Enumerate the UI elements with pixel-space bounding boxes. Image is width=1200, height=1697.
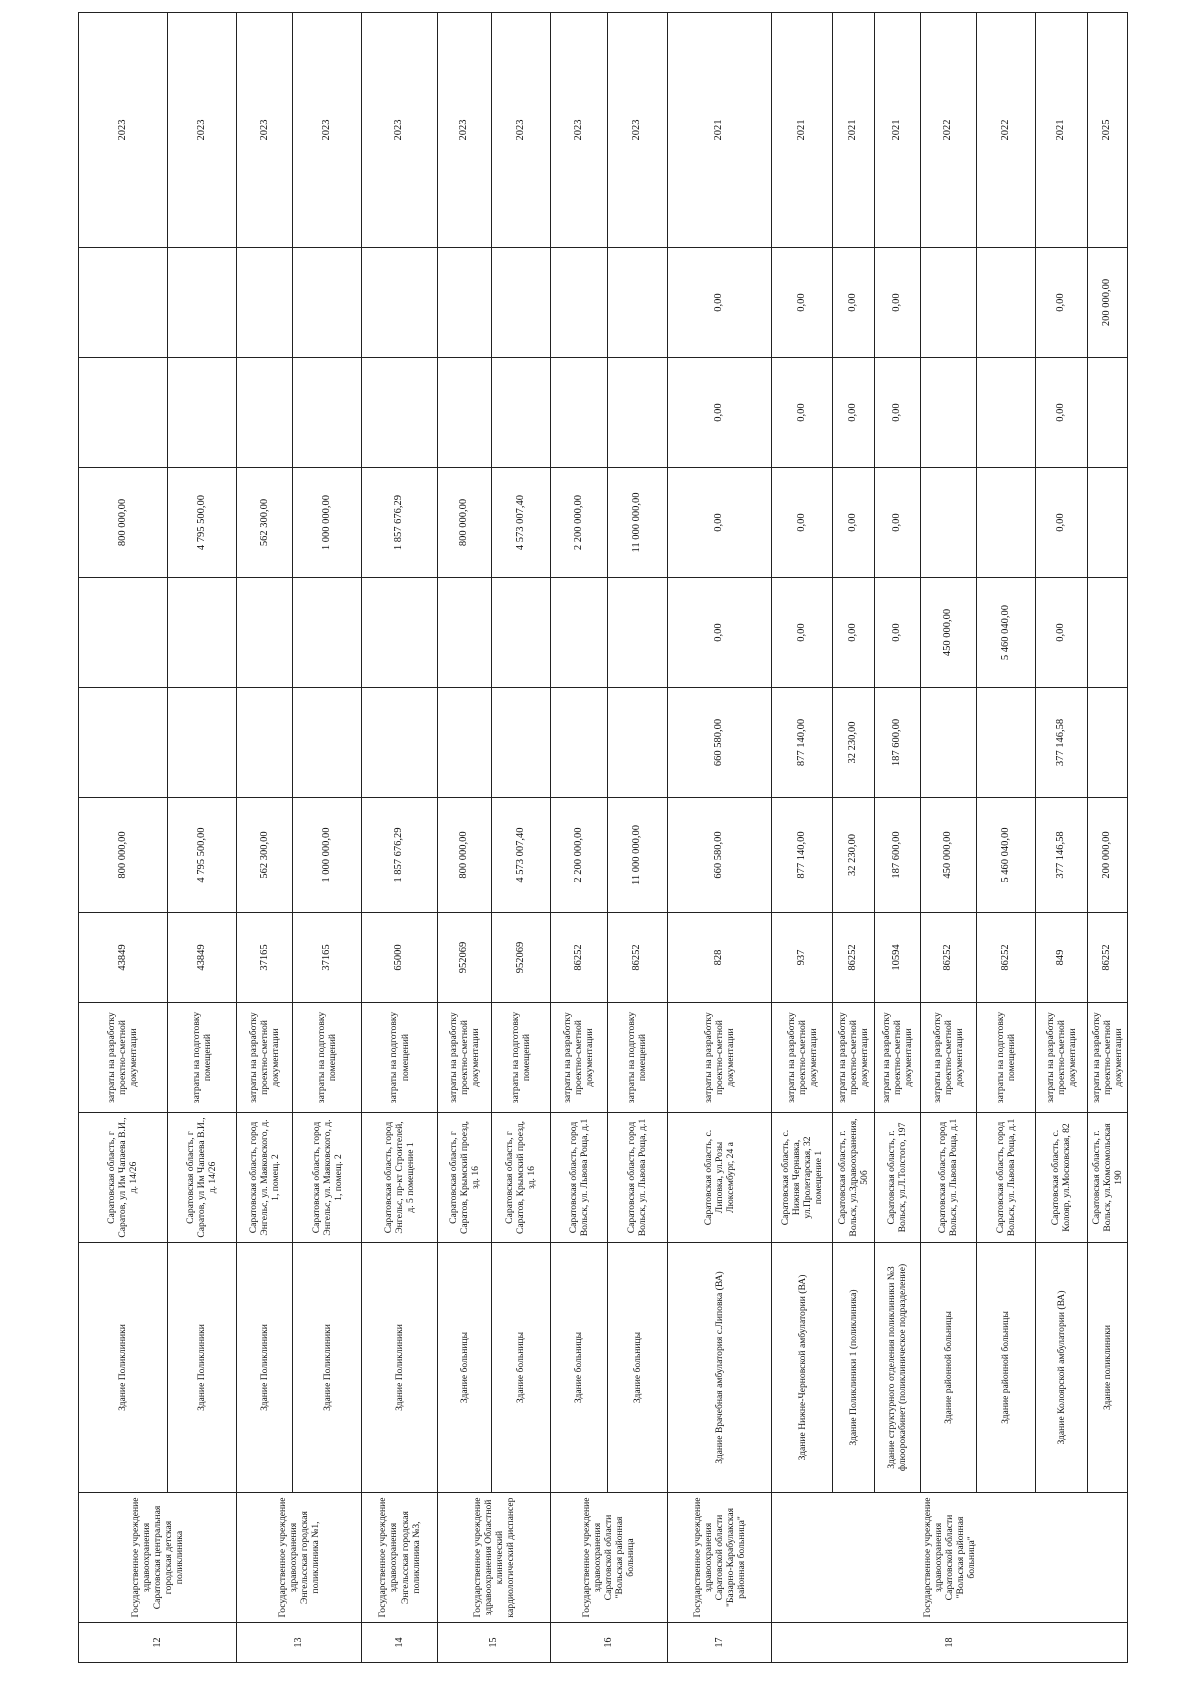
amount-cell-2: 0,00 bbox=[832, 578, 874, 688]
amount-cell-5 bbox=[550, 248, 608, 358]
amount-cell-5 bbox=[362, 248, 437, 358]
amount-cell-5 bbox=[167, 248, 236, 358]
amount-cell-4 bbox=[550, 358, 608, 468]
cost-type-cell: затраты на разработку проектно-сметной документации bbox=[832, 1003, 874, 1113]
rotated-table-wrapper bbox=[78, 13, 1128, 1663]
object-cell: Здание поликлиники bbox=[1088, 1243, 1128, 1493]
total-cell: 32 230,00 bbox=[832, 798, 874, 913]
table-row bbox=[550, 13, 608, 1663]
table-row bbox=[874, 13, 920, 1663]
total-cell: 800 000,00 bbox=[437, 798, 491, 913]
table-row bbox=[79, 13, 168, 1663]
code-cell: 937 bbox=[772, 913, 833, 1003]
total-cell: 877 140,00 bbox=[772, 798, 833, 913]
cost-type-cell: затраты на разработку проектно-сметной документации bbox=[79, 1003, 168, 1113]
amount-cell-2: 5 460 040,00 bbox=[977, 578, 1036, 688]
amount-cell-3: 0,00 bbox=[832, 468, 874, 578]
year-cell: 2023 bbox=[79, 13, 168, 248]
table-row bbox=[167, 13, 236, 1663]
amount-cell-3: 4 573 007,40 bbox=[492, 468, 551, 578]
object-cell: Здание больницы bbox=[550, 1243, 608, 1493]
amount-cell-4: 0,00 bbox=[874, 358, 920, 468]
amount-cell-1: 877 140,00 bbox=[772, 688, 833, 798]
amount-cell-5: 0,00 bbox=[772, 248, 833, 358]
address-cell: Саратовская область, город Вольск, ул. Львова Роща, д.1 bbox=[920, 1113, 976, 1243]
year-cell: 2021 bbox=[667, 13, 772, 248]
address-cell: Саратовская область, город Вольск, ул. Львова Роща, д.1 bbox=[550, 1113, 608, 1243]
year-cell: 2023 bbox=[293, 13, 362, 248]
amount-cell-2: 0,00 bbox=[667, 578, 772, 688]
row-number: 17 bbox=[667, 1623, 772, 1663]
cost-type-cell: затраты на разработку проектно-сметной документации bbox=[874, 1003, 920, 1113]
code-cell: 86252 bbox=[608, 913, 668, 1003]
amount-cell-3: 0,00 bbox=[772, 468, 833, 578]
address-cell: Саратовская область, г. Вольск, ул.Л.Толстого, 197 bbox=[874, 1113, 920, 1243]
code-cell: 43849 bbox=[167, 913, 236, 1003]
amount-cell-4 bbox=[79, 358, 168, 468]
amount-cell-1 bbox=[167, 688, 236, 798]
object-cell: Здание больницы bbox=[608, 1243, 668, 1493]
amount-cell-4 bbox=[236, 358, 292, 468]
row-number: 15 bbox=[437, 1623, 550, 1663]
row-number: 13 bbox=[236, 1623, 361, 1663]
code-cell: 828 bbox=[667, 913, 772, 1003]
code-cell: 43849 bbox=[79, 913, 168, 1003]
object-cell: Здание Поликлиники 1 (поликлиника) bbox=[832, 1243, 874, 1493]
cost-type-cell: затраты на разработку проектно-сметной документации bbox=[772, 1003, 833, 1113]
total-cell: 1 857 676,29 bbox=[362, 798, 437, 913]
object-cell: Здание Поликлиники bbox=[167, 1243, 236, 1493]
cost-type-cell: затраты на подготовку помещений bbox=[167, 1003, 236, 1113]
total-cell: 800 000,00 bbox=[79, 798, 168, 913]
amount-cell-5: 0,00 bbox=[1035, 248, 1087, 358]
amount-cell-1: 187 600,00 bbox=[874, 688, 920, 798]
address-cell: Саратовская область, г Саратов, ул Им Чапаева В.И., д. 14/26 bbox=[167, 1113, 236, 1243]
amount-cell-4 bbox=[977, 358, 1036, 468]
amount-cell-3: 1 000 000,00 bbox=[293, 468, 362, 578]
address-cell: Саратовская область, город Энгельс, пр-кт Строителей, д. 5 помещение 1 bbox=[362, 1113, 437, 1243]
amount-cell-2 bbox=[437, 578, 491, 688]
amount-cell-4 bbox=[608, 358, 668, 468]
year-cell: 2022 bbox=[977, 13, 1036, 248]
amount-cell-1 bbox=[608, 688, 668, 798]
amount-cell-5: 0,00 bbox=[832, 248, 874, 358]
year-cell: 2023 bbox=[236, 13, 292, 248]
amount-cell-1: 377 146,58 bbox=[1035, 688, 1087, 798]
cost-type-cell: затраты на подготовку помещений bbox=[362, 1003, 437, 1113]
table-row bbox=[293, 13, 362, 1663]
code-cell: 65000 bbox=[362, 913, 437, 1003]
code-cell: 849 bbox=[1035, 913, 1087, 1003]
amount-cell-5 bbox=[236, 248, 292, 358]
amount-cell-3 bbox=[977, 468, 1036, 578]
code-cell: 86252 bbox=[550, 913, 608, 1003]
total-cell: 5 460 040,00 bbox=[977, 798, 1036, 913]
address-cell: Саратовская область, г. Вольск, ул.Комсомольская 190 bbox=[1088, 1113, 1128, 1243]
code-cell: 37165 bbox=[236, 913, 292, 1003]
code-cell: 10594 bbox=[874, 913, 920, 1003]
amount-cell-2: 0,00 bbox=[772, 578, 833, 688]
address-cell: Саратовская область, г Саратов, Крымский проезд, зд. 16 bbox=[437, 1113, 491, 1243]
object-cell: Здание районной больницы bbox=[977, 1243, 1036, 1493]
amount-cell-1 bbox=[492, 688, 551, 798]
object-cell: Здание Поликлиники bbox=[236, 1243, 292, 1493]
institution-cell: Государственное учреждение здравоохранения Саратовской области "Вольская районная больница" bbox=[772, 1493, 1128, 1623]
amount-cell-4 bbox=[167, 358, 236, 468]
cost-type-cell: затраты на разработку проектно-сметной документации bbox=[1035, 1003, 1087, 1113]
object-cell: Здание Поликлиники bbox=[362, 1243, 437, 1493]
row-number: 18 bbox=[772, 1623, 1128, 1663]
year-cell: 2023 bbox=[437, 13, 491, 248]
total-cell: 4 795 500,00 bbox=[167, 798, 236, 913]
amount-cell-4 bbox=[293, 358, 362, 468]
amount-cell-2: 450 000,00 bbox=[920, 578, 976, 688]
amount-cell-2 bbox=[608, 578, 668, 688]
amount-cell-2 bbox=[1088, 578, 1128, 688]
amount-cell-5: 0,00 bbox=[667, 248, 772, 358]
amount-cell-2 bbox=[79, 578, 168, 688]
amount-cell-5 bbox=[79, 248, 168, 358]
amount-cell-3: 0,00 bbox=[874, 468, 920, 578]
total-cell: 562 300,00 bbox=[236, 798, 292, 913]
address-cell: Саратовская область, г Саратов, Крымский проезд, зд. 16 bbox=[492, 1113, 551, 1243]
table-row bbox=[1035, 13, 1087, 1663]
object-cell: Здание больницы bbox=[492, 1243, 551, 1493]
object-cell: Здание Врачебная амбулатория с.Липовка (ВА) bbox=[667, 1243, 772, 1493]
institution-cell: Государственное учреждение здравоохранения Саратовская центральная городская детская поликлиника bbox=[79, 1493, 237, 1623]
table-row bbox=[236, 13, 292, 1663]
code-cell: 86252 bbox=[920, 913, 976, 1003]
year-cell: 2023 bbox=[167, 13, 236, 248]
amount-cell-1 bbox=[79, 688, 168, 798]
address-cell: Саратовская область, город Энгельс, ул. Маяковского, д. 1, помещ. 2 bbox=[293, 1113, 362, 1243]
code-cell: 86252 bbox=[832, 913, 874, 1003]
total-cell: 11 000 000,00 bbox=[608, 798, 668, 913]
amount-cell-5: 0,00 bbox=[874, 248, 920, 358]
year-cell: 2022 bbox=[920, 13, 976, 248]
object-cell: Здание районной больницы bbox=[920, 1243, 976, 1493]
amount-cell-3: 4 795 500,00 bbox=[167, 468, 236, 578]
cost-type-cell: затраты на подготовку помещений bbox=[492, 1003, 551, 1113]
amount-cell-1 bbox=[293, 688, 362, 798]
address-cell: Саратовская область, город Энгельс, ул. Маяковского, д. 1, помещ. 2 bbox=[236, 1113, 292, 1243]
amount-cell-4: 0,00 bbox=[832, 358, 874, 468]
repair-costs-table bbox=[78, 12, 1128, 1663]
address-cell: Саратовская область, город Вольск, ул. Львова Роща, д.1 bbox=[608, 1113, 668, 1243]
amount-cell-2 bbox=[362, 578, 437, 688]
amount-cell-1 bbox=[362, 688, 437, 798]
row-number: 14 bbox=[362, 1623, 437, 1663]
amount-cell-5 bbox=[920, 248, 976, 358]
institution-cell: Государственное учреждение здравоохранения Энгельсская городская поликлиника №3, bbox=[362, 1493, 437, 1623]
object-cell: Здание больницы bbox=[437, 1243, 491, 1493]
total-cell: 377 146,58 bbox=[1035, 798, 1087, 913]
amount-cell-4 bbox=[1088, 358, 1128, 468]
amount-cell-4 bbox=[362, 358, 437, 468]
institution-cell: Государственное учреждение здравоохранения Саратовской области "Вольская районная больница bbox=[550, 1493, 667, 1623]
cost-type-cell: затраты на разработку проектно-сметной документации bbox=[1088, 1003, 1128, 1113]
amount-cell-2 bbox=[167, 578, 236, 688]
amount-cell-2: 0,00 bbox=[1035, 578, 1087, 688]
year-cell: 2021 bbox=[1035, 13, 1087, 248]
total-cell: 2 200 000,00 bbox=[550, 798, 608, 913]
table-row bbox=[492, 13, 551, 1663]
amount-cell-1 bbox=[920, 688, 976, 798]
code-cell: 952069 bbox=[437, 913, 491, 1003]
total-cell: 187 600,00 bbox=[874, 798, 920, 913]
amount-cell-5: 200 000,00 bbox=[1088, 248, 1128, 358]
total-cell: 4 573 007,40 bbox=[492, 798, 551, 913]
address-cell: Саратовская область, с. Липовка, ул.Розы Люксембург, 24 а bbox=[667, 1113, 772, 1243]
address-cell: Саратовская область, с. Нижняя Чернавка, ул.Пролетарская, 32 помещение 1 bbox=[772, 1113, 833, 1243]
year-cell: 2021 bbox=[832, 13, 874, 248]
table-row bbox=[667, 13, 772, 1663]
year-cell: 2025 bbox=[1088, 13, 1128, 248]
table-row bbox=[362, 13, 437, 1663]
amount-cell-3: 11 000 000,00 bbox=[608, 468, 668, 578]
cost-type-cell: затраты на разработку проектно-сметной документации bbox=[667, 1003, 772, 1113]
amount-cell-2 bbox=[236, 578, 292, 688]
cost-type-cell: затраты на разработку проектно-сметной документации bbox=[550, 1003, 608, 1113]
cost-type-cell: затраты на разработку проектно-сметной документации bbox=[437, 1003, 491, 1113]
year-cell: 2023 bbox=[362, 13, 437, 248]
cost-type-cell: затраты на подготовку помещений bbox=[293, 1003, 362, 1113]
amount-cell-3: 800 000,00 bbox=[79, 468, 168, 578]
table-row bbox=[437, 13, 491, 1663]
code-cell: 86252 bbox=[977, 913, 1036, 1003]
amount-cell-3 bbox=[920, 468, 976, 578]
total-cell: 660 580,00 bbox=[667, 798, 772, 913]
code-cell: 952069 bbox=[492, 913, 551, 1003]
amount-cell-3: 0,00 bbox=[667, 468, 772, 578]
amount-cell-3: 2 200 000,00 bbox=[550, 468, 608, 578]
row-number: 16 bbox=[550, 1623, 667, 1663]
amount-cell-5 bbox=[437, 248, 491, 358]
object-cell: Здание Поликлиники bbox=[79, 1243, 168, 1493]
amount-cell-1 bbox=[1088, 688, 1128, 798]
amount-cell-1 bbox=[236, 688, 292, 798]
amount-cell-4: 0,00 bbox=[772, 358, 833, 468]
cost-type-cell: затраты на разработку проектно-сметной документации bbox=[920, 1003, 976, 1113]
address-cell: Саратовская область, город Вольск, ул. Львова Роща, д.1 bbox=[977, 1113, 1036, 1243]
address-cell: Саратовская область, г Саратов, ул Им Чапаева В.И., д. 14/26 bbox=[79, 1113, 168, 1243]
object-cell: Здание Колоярской амбулатории (ВА) bbox=[1035, 1243, 1087, 1493]
amount-cell-3 bbox=[1088, 468, 1128, 578]
year-cell: 2023 bbox=[492, 13, 551, 248]
amount-cell-1 bbox=[977, 688, 1036, 798]
amount-cell-1 bbox=[437, 688, 491, 798]
amount-cell-4: 0,00 bbox=[667, 358, 772, 468]
cost-type-cell: затраты на разработку проектно-сметной документации bbox=[236, 1003, 292, 1113]
amount-cell-1: 660 580,00 bbox=[667, 688, 772, 798]
table-row bbox=[832, 13, 874, 1663]
code-cell: 86252 bbox=[1088, 913, 1128, 1003]
address-cell: Саратовская область, г. Вольск, ул.Здравоохранения, 50б bbox=[832, 1113, 874, 1243]
amount-cell-2: 0,00 bbox=[874, 578, 920, 688]
amount-cell-4 bbox=[492, 358, 551, 468]
amount-cell-3: 800 000,00 bbox=[437, 468, 491, 578]
year-cell: 2023 bbox=[608, 13, 668, 248]
total-cell: 450 000,00 bbox=[920, 798, 976, 913]
table-row bbox=[772, 13, 833, 1663]
object-cell: Здание структурного отделения поликлиники №3 флюорокабинет (поликлиническое подразделение) bbox=[874, 1243, 920, 1493]
table-row bbox=[1088, 13, 1128, 1663]
table-row bbox=[920, 13, 976, 1663]
amount-cell-3: 562 300,00 bbox=[236, 468, 292, 578]
amount-cell-2 bbox=[550, 578, 608, 688]
amount-cell-5 bbox=[977, 248, 1036, 358]
object-cell: Здание Поликлиники bbox=[293, 1243, 362, 1493]
amount-cell-5 bbox=[608, 248, 668, 358]
amount-cell-4: 0,00 bbox=[1035, 358, 1087, 468]
institution-cell: Государственное учреждение здравоохранения Энгельсская городская поликлиника №1, bbox=[236, 1493, 361, 1623]
code-cell: 37165 bbox=[293, 913, 362, 1003]
amount-cell-2 bbox=[492, 578, 551, 688]
institution-cell: Государственное учреждение здравоохранения Саратовской области "Базарно-Карабулакская районная больница" bbox=[667, 1493, 772, 1623]
row-number: 12 bbox=[79, 1623, 237, 1663]
amount-cell-3: 0,00 bbox=[1035, 468, 1087, 578]
total-cell: 1 000 000,00 bbox=[293, 798, 362, 913]
cost-type-cell: затраты на подготовку помещений bbox=[977, 1003, 1036, 1113]
institution-cell: Государственное учреждение здравоохранения Областной клинический кардиологический диспансер bbox=[437, 1493, 550, 1623]
amount-cell-3: 1 857 676,29 bbox=[362, 468, 437, 578]
amount-cell-5 bbox=[293, 248, 362, 358]
table-row bbox=[977, 13, 1036, 1663]
year-cell: 2021 bbox=[772, 13, 833, 248]
amount-cell-4 bbox=[920, 358, 976, 468]
address-cell: Саратовская область, с. Колояр, ул.Московская, 82 bbox=[1035, 1113, 1087, 1243]
amount-cell-1 bbox=[550, 688, 608, 798]
year-cell: 2021 bbox=[874, 13, 920, 248]
year-cell: 2023 bbox=[550, 13, 608, 248]
object-cell: Здание Нижне-Черновской амбулатории (ВА) bbox=[772, 1243, 833, 1493]
cost-type-cell: затраты на подготовку помещений bbox=[608, 1003, 668, 1113]
amount-cell-2 bbox=[293, 578, 362, 688]
total-cell: 200 000,00 bbox=[1088, 798, 1128, 913]
table-row bbox=[608, 13, 668, 1663]
amount-cell-4 bbox=[437, 358, 491, 468]
amount-cell-5 bbox=[492, 248, 551, 358]
amount-cell-1: 32 230,00 bbox=[832, 688, 874, 798]
